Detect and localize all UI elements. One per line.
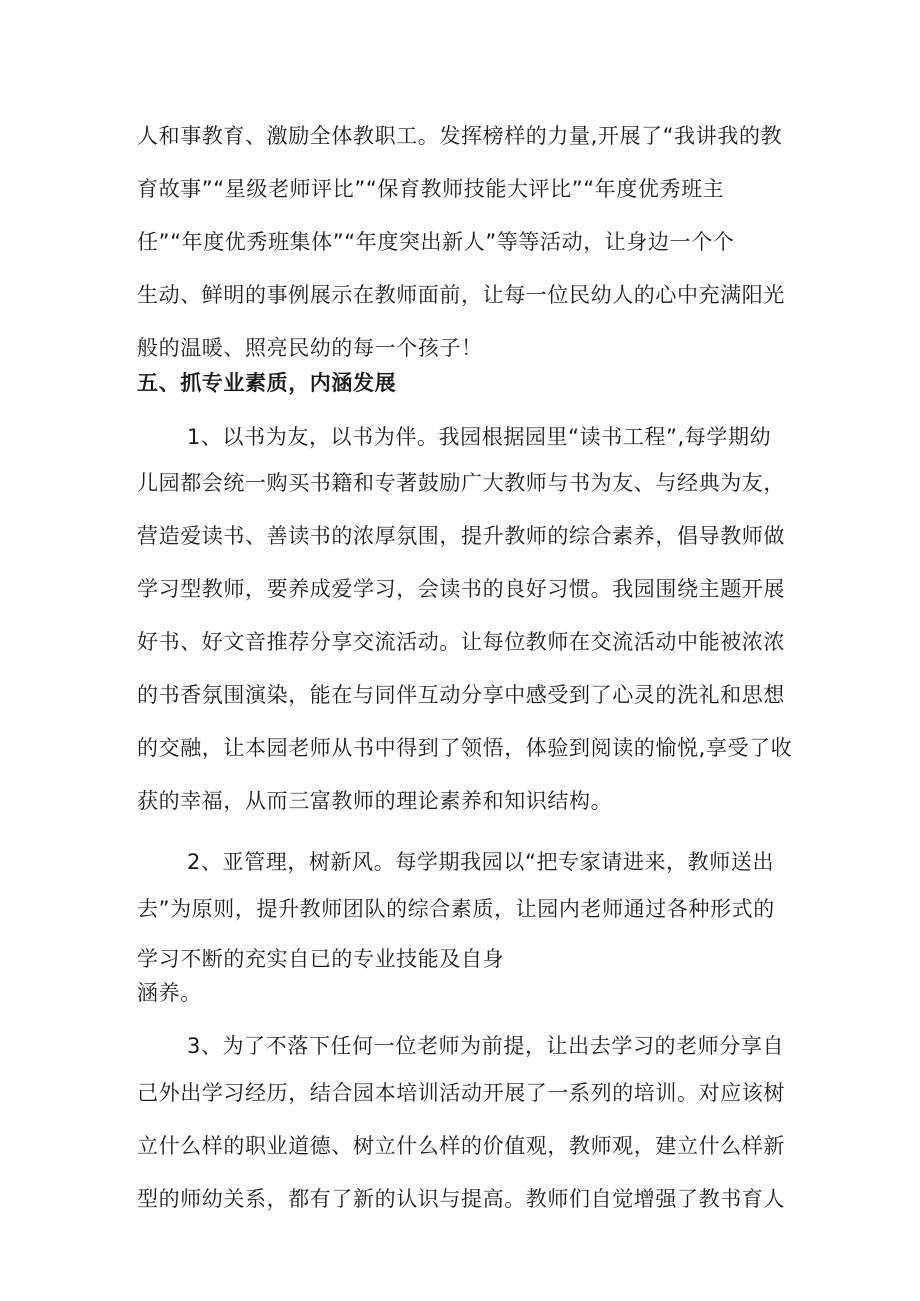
paragraph-line: 3、为了不落下任何一位老师为前提，让出去学习的老师分享自 <box>187 1034 785 1058</box>
paragraph-line: 的书香氛围演染，能在与同伴互动分享中感受到了心灵的洗礼和思想 <box>137 683 785 707</box>
paragraph-line: 儿园都会统一购买书籍和专著鼓励广大教师与书为友、与经典为友， <box>137 471 785 495</box>
paragraph-line: 2、亚管理，树新风。每学期我园以“把专家请进来，教师送出 <box>187 850 775 874</box>
paragraph-line: 获的幸福，从而三富教师的理论素养和知识结构。 <box>137 789 613 813</box>
paragraph-line: 营造爱读书、善读书的浓厚氛围，提升教师的综合素养，倡导教师做 <box>137 524 785 548</box>
paragraph-line: 学习不断的充实自已的专业技能及自身 <box>137 947 505 971</box>
paragraph-line: 般的温暖、照亮民幼的每一个孩子！ <box>137 336 483 360</box>
paragraph-line: 育故事”“星级老师评比”“保育教师技能大评比”“年度优秀班主 <box>137 177 725 201</box>
paragraph-line: 涵养。 <box>137 981 202 1005</box>
paragraph-line: 己外出学习经历，结合园本培训活动开展了一系列的培训。对应该树 <box>137 1081 785 1105</box>
paragraph-line: 去”为原则，提升教师团队的综合素质，让园内老师通过各种形式的 <box>137 897 775 921</box>
paragraph-line: 好书、好文音推荐分享交流活动。让每位教师在交流活动中能被浓浓 <box>137 630 785 654</box>
paragraph-line: 的交融，让本园老师从书中得到了领悟，体验到阅读的愉悦,享受了收 <box>137 736 793 760</box>
section-heading: 五、抓专业素质，内涵发展 <box>137 371 397 395</box>
paragraph-line: 立什么样的职业道德、树立什么样的价值观，教师观，建立什么样新 <box>137 1134 785 1158</box>
paragraph-line: 学习型教师，要养成爱学习，会读书的良好习惯。我园围绕主题开展 <box>137 577 785 601</box>
paragraph-line: 人和事教育、激励全体教职工。发挥榜样的力量,开展了“我讲我的教 <box>137 124 783 148</box>
paragraph-line: 生动、鲜明的事例展示在教师面前，让每一位民幼人的心中充满阳光 <box>137 283 785 307</box>
paragraph-line: 1、以书为友，以书为伴。我园根据园里“读书工程”,每学期幼 <box>187 425 772 449</box>
paragraph-line: 任”“年度优秀班集体”“年度突出新人”等等活动，让身边一个个 <box>137 230 735 254</box>
paragraph-line: 型的师幼关系，都有了新的认识与提高。教师们自觉增强了教书育人 <box>137 1187 785 1211</box>
